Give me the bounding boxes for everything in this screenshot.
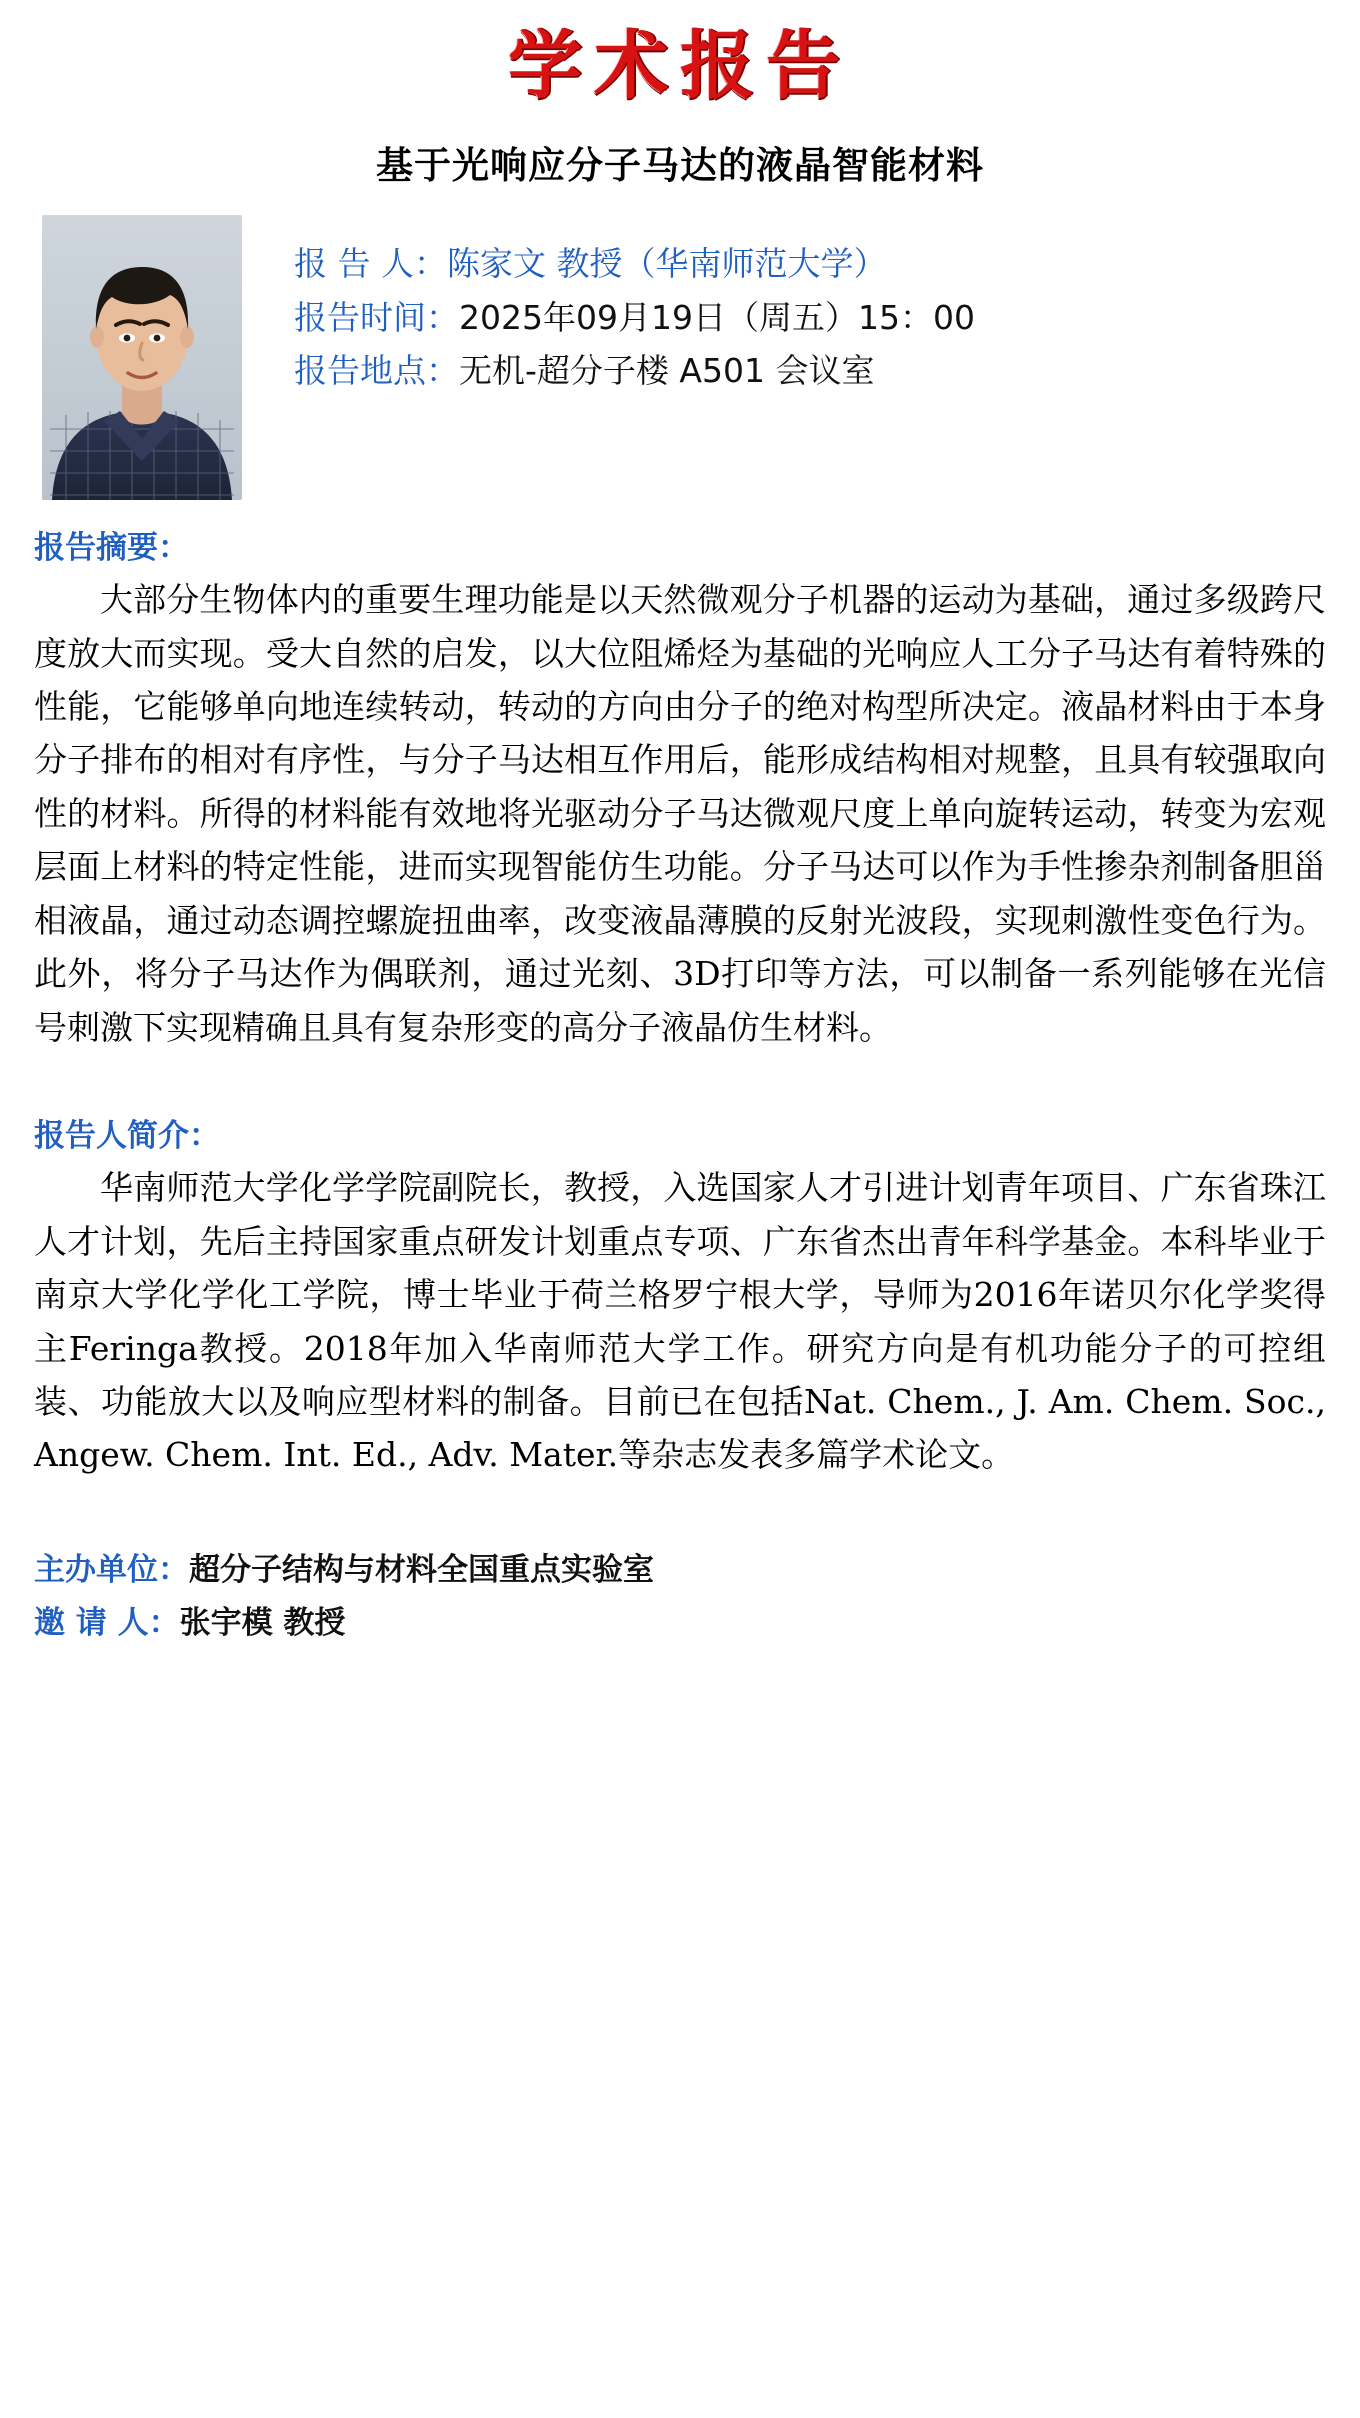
abstract-heading: 报告摘要： [34, 530, 189, 567]
speaker-portrait-photo [42, 215, 242, 500]
speaker-line [294, 237, 1326, 290]
place-label: 报告地点： [294, 351, 459, 390]
host-label: 主办单位： [34, 1551, 189, 1588]
speaker-label: 报 告 人： [294, 244, 447, 284]
host-value: 超分子结构与材料全国重点实验室 [189, 1551, 654, 1588]
poster-footer [34, 1544, 1326, 1649]
inviter-label: 邀 请 人： [34, 1604, 180, 1641]
page-title: 学术报告 [508, 23, 852, 109]
bio-heading: 报告人简介： [34, 1118, 220, 1155]
time-value: 2025年09月19日（周五）15：00 [459, 297, 975, 337]
portrait-illustration [42, 215, 242, 500]
speaker-affiliation: 教授（华南师范大学） [545, 244, 887, 284]
place-value: 无机-超分子楼 A501 会议室 [459, 351, 875, 390]
lecture-meta [294, 211, 1326, 397]
place-line [294, 344, 1326, 397]
host-line [34, 1544, 1326, 1597]
speaker-name: 陈家文 [446, 244, 546, 284]
time-label: 报告时间： [294, 297, 459, 337]
inviter-line [34, 1597, 1326, 1650]
inviter-value: 张宇模 教授 [179, 1604, 346, 1641]
bio-text: 华南师范大学化学学院副院长，教授，入选国家人才引进计划青年项目、广东省珠江人才计划，先后主持国家重点研发计划重点专项、广东省杰出青年科学基金。本科毕业于南京大学化学化工学院，博士毕业于荷兰格罗宁根大学，导师为2016年诺贝尔化学奖得主Feringa教授。2018年加入华南师范大学工作。研究方向是有机功能分子的可控组装、功能放大以及响应型材料的制备。目前已在包括Nat. Chem., J. Am. Chem. Soc., Angew. Chem. Int. Ed., Adv. Mater.等杂志发表多篇学术论文。 [34, 1168, 1326, 1475]
abstract-text: 大部分生物体内的重要生理功能是以天然微观分子机器的运动为基础，通过多级跨尺度放大而实现。受大自然的启发，以大位阻烯烃为基础的光响应人工分子马达有着特殊的性能，它能够单向地连续转动，转动的方向由分子的绝对构型所决定。液晶材料由于本身分子排布的相对有序性，与分子马达相互作用后，能形成结构相对规整，且具有较强取向性的材料。所得的材料能有效地将光驱动分子马达微观尺度上单向旋转运动，转变为宏观层面上材料的特定性能，进而实现智能仿生功能。分子马达可以作为手性掺杂剂制备胆甾相液晶，通过动态调控螺旋扭曲率，改变液晶薄膜的反射光波段，实现刺激性变色行为。此外，将分子马达作为偶联剂，通过光刻、3D打印等方法，可以制备一系列能够在光信号刺激下实现精确且具有复杂形变的高分子液晶仿生材料。 [34, 580, 1326, 1047]
lecture-subject-title: 基于光响应分子马达的液晶智能材料 [376, 144, 984, 188]
speaker-info-block [34, 211, 1326, 500]
time-line [294, 291, 1326, 344]
